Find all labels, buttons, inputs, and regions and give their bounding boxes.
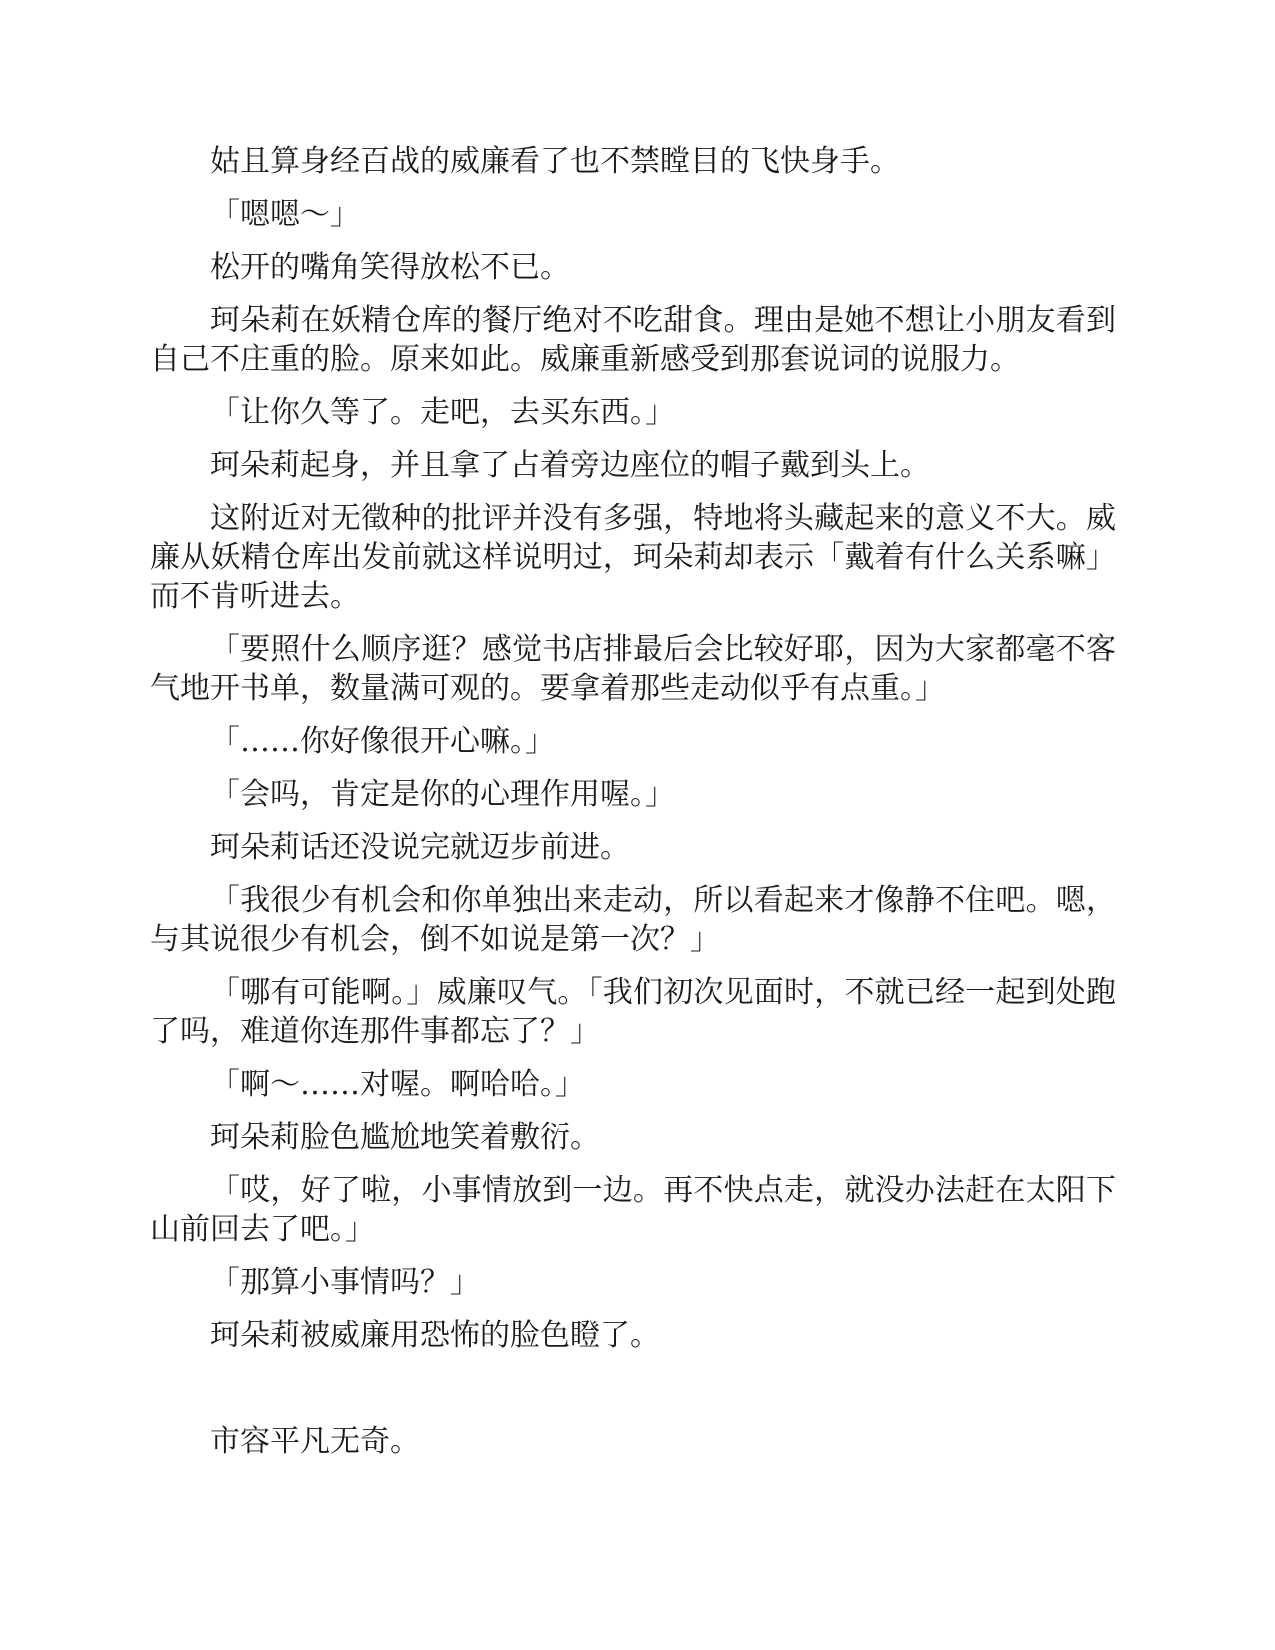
paragraph: 「会吗，肯定是你的心理作用喔。」 bbox=[210, 777, 675, 812]
paragraph: 「那算小事情吗？」 bbox=[210, 1265, 480, 1300]
paragraph: 「我很少有机会和你单独出来走动，所以看起来才像静不住吧。嗯，与其说很少有机会，倒不如说是第一次？」 bbox=[150, 883, 1116, 957]
paragraph: 珂朵莉脸色尴尬地笑着敷衍。 bbox=[210, 1120, 600, 1155]
paragraph: 这附近对无徵种的批评并没有多强，特地将头藏起来的意义不大。威廉从妖精仓库出发前就这样说明过，珂朵莉却表示「戴着有什么关系嘛」而不肯听进去。 bbox=[150, 501, 1116, 614]
paragraph: 珂朵莉被威廉用恐怖的脸色瞪了。 bbox=[210, 1318, 660, 1353]
scene-break bbox=[150, 1369, 1116, 1422]
paragraph: 「让你久等了。走吧，去买东西。」 bbox=[210, 395, 675, 430]
paragraph: 珂朵莉起身，并且拿了占着旁边座位的帽子戴到头上。 bbox=[210, 448, 930, 483]
paragraph: 「要照什么顺序逛？感觉书店排最后会比较好耶，因为大家都毫不客气地开书单，数量满可观的。要拿着那些走动似乎有点重。」 bbox=[150, 632, 1116, 706]
paragraph: 「哪有可能啊。」威廉叹气。「我们初次见面时，不就已经一起到处跑了吗，难道你连那件事都忘了？」 bbox=[150, 975, 1116, 1049]
paragraph: 市容平凡无奇。 bbox=[210, 1424, 420, 1459]
text-body bbox=[150, 142, 1116, 1475]
paragraph: 「哎，好了啦，小事情放到一边。再不快点走，就没办法赶在太阳下山前回去了吧。」 bbox=[150, 1173, 1116, 1247]
paragraph: 珂朵莉话还没说完就迈步前进。 bbox=[210, 830, 630, 865]
paragraph: 姑且算身经百战的威廉看了也不禁瞠目的飞快身手。 bbox=[210, 144, 900, 179]
paragraph: 「啊～……对喔。啊哈哈。」 bbox=[210, 1067, 585, 1102]
paragraph: 「……你好像很开心嘛。」 bbox=[210, 724, 555, 759]
paragraph: 「嗯嗯～」 bbox=[210, 197, 360, 232]
paragraph: 松开的嘴角笑得放松不已。 bbox=[210, 250, 570, 285]
paragraph: 珂朵莉在妖精仓库的餐厅绝对不吃甜食。理由是她不想让小朋友看到自己不庄重的脸。原来如此。威廉重新感受到那套说词的说服力。 bbox=[150, 303, 1116, 377]
